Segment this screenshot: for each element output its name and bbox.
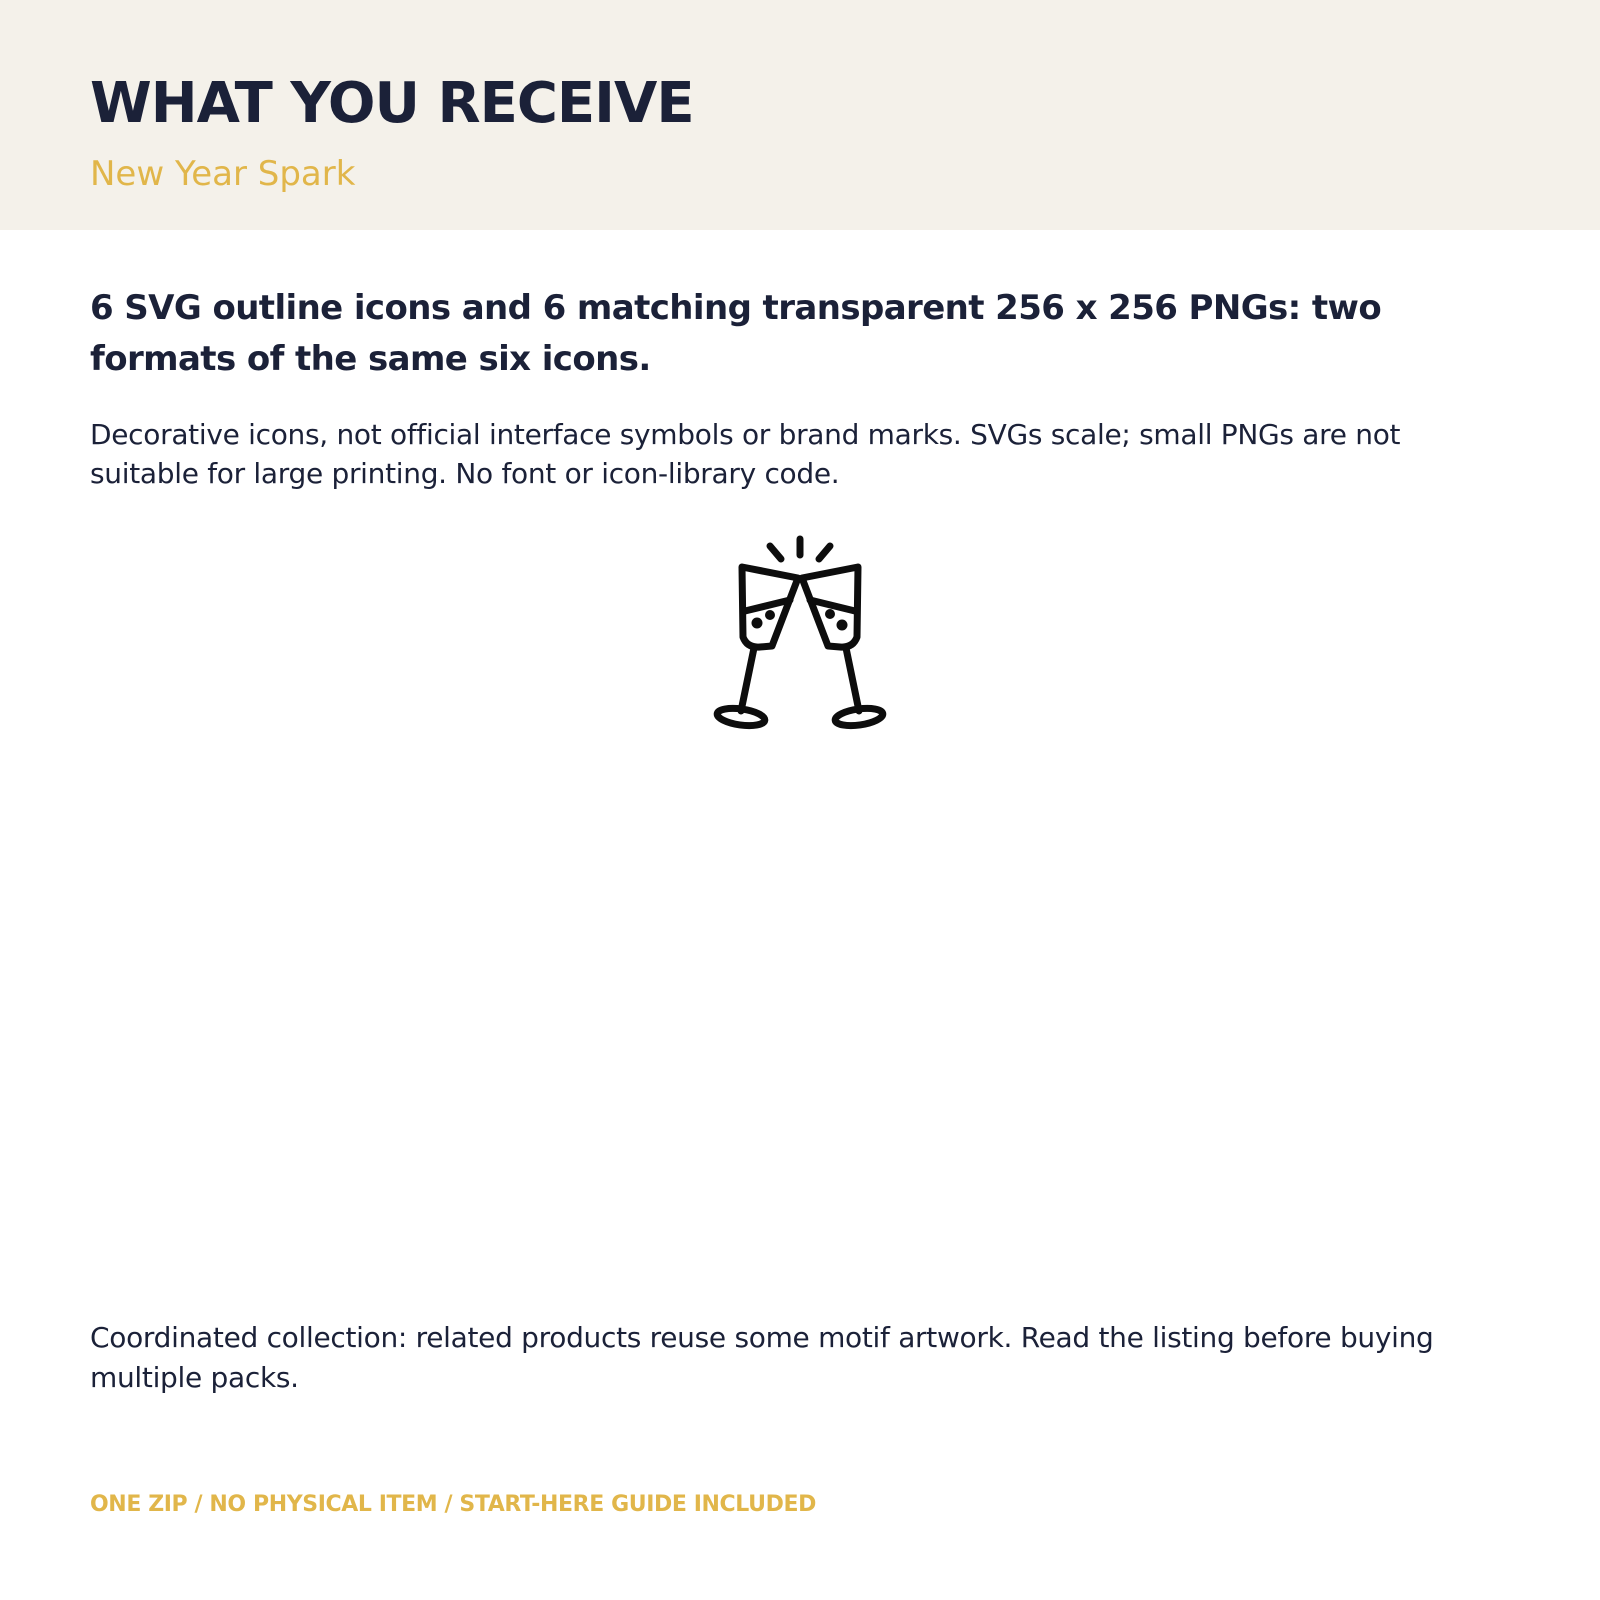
page-title: WHAT YOU RECEIVE	[90, 71, 694, 136]
page-subtitle: New Year Spark	[90, 154, 356, 194]
header-band	[0, 0, 1600, 230]
footer-tagline: ONE ZIP / NO PHYSICAL ITEM / START-HERE GUIDE INCLUDED	[90, 1492, 816, 1517]
champagne-toast-icon	[700, 535, 900, 745]
lead-text: 6 SVG outline icons and 6 matching transparent 256 x 256 PNGs: two formats of the same six icons.	[90, 288, 1382, 379]
description-text: Decorative icons, not official interface symbols or brand marks. SVGs scale; small PNGs are not suitable for large printing. No font or icon-library code.	[90, 418, 1401, 490]
collection-note: Coordinated collection: related products reuse some motif artwork. Read the listing before buying multiple packs.	[90, 1321, 1434, 1394]
